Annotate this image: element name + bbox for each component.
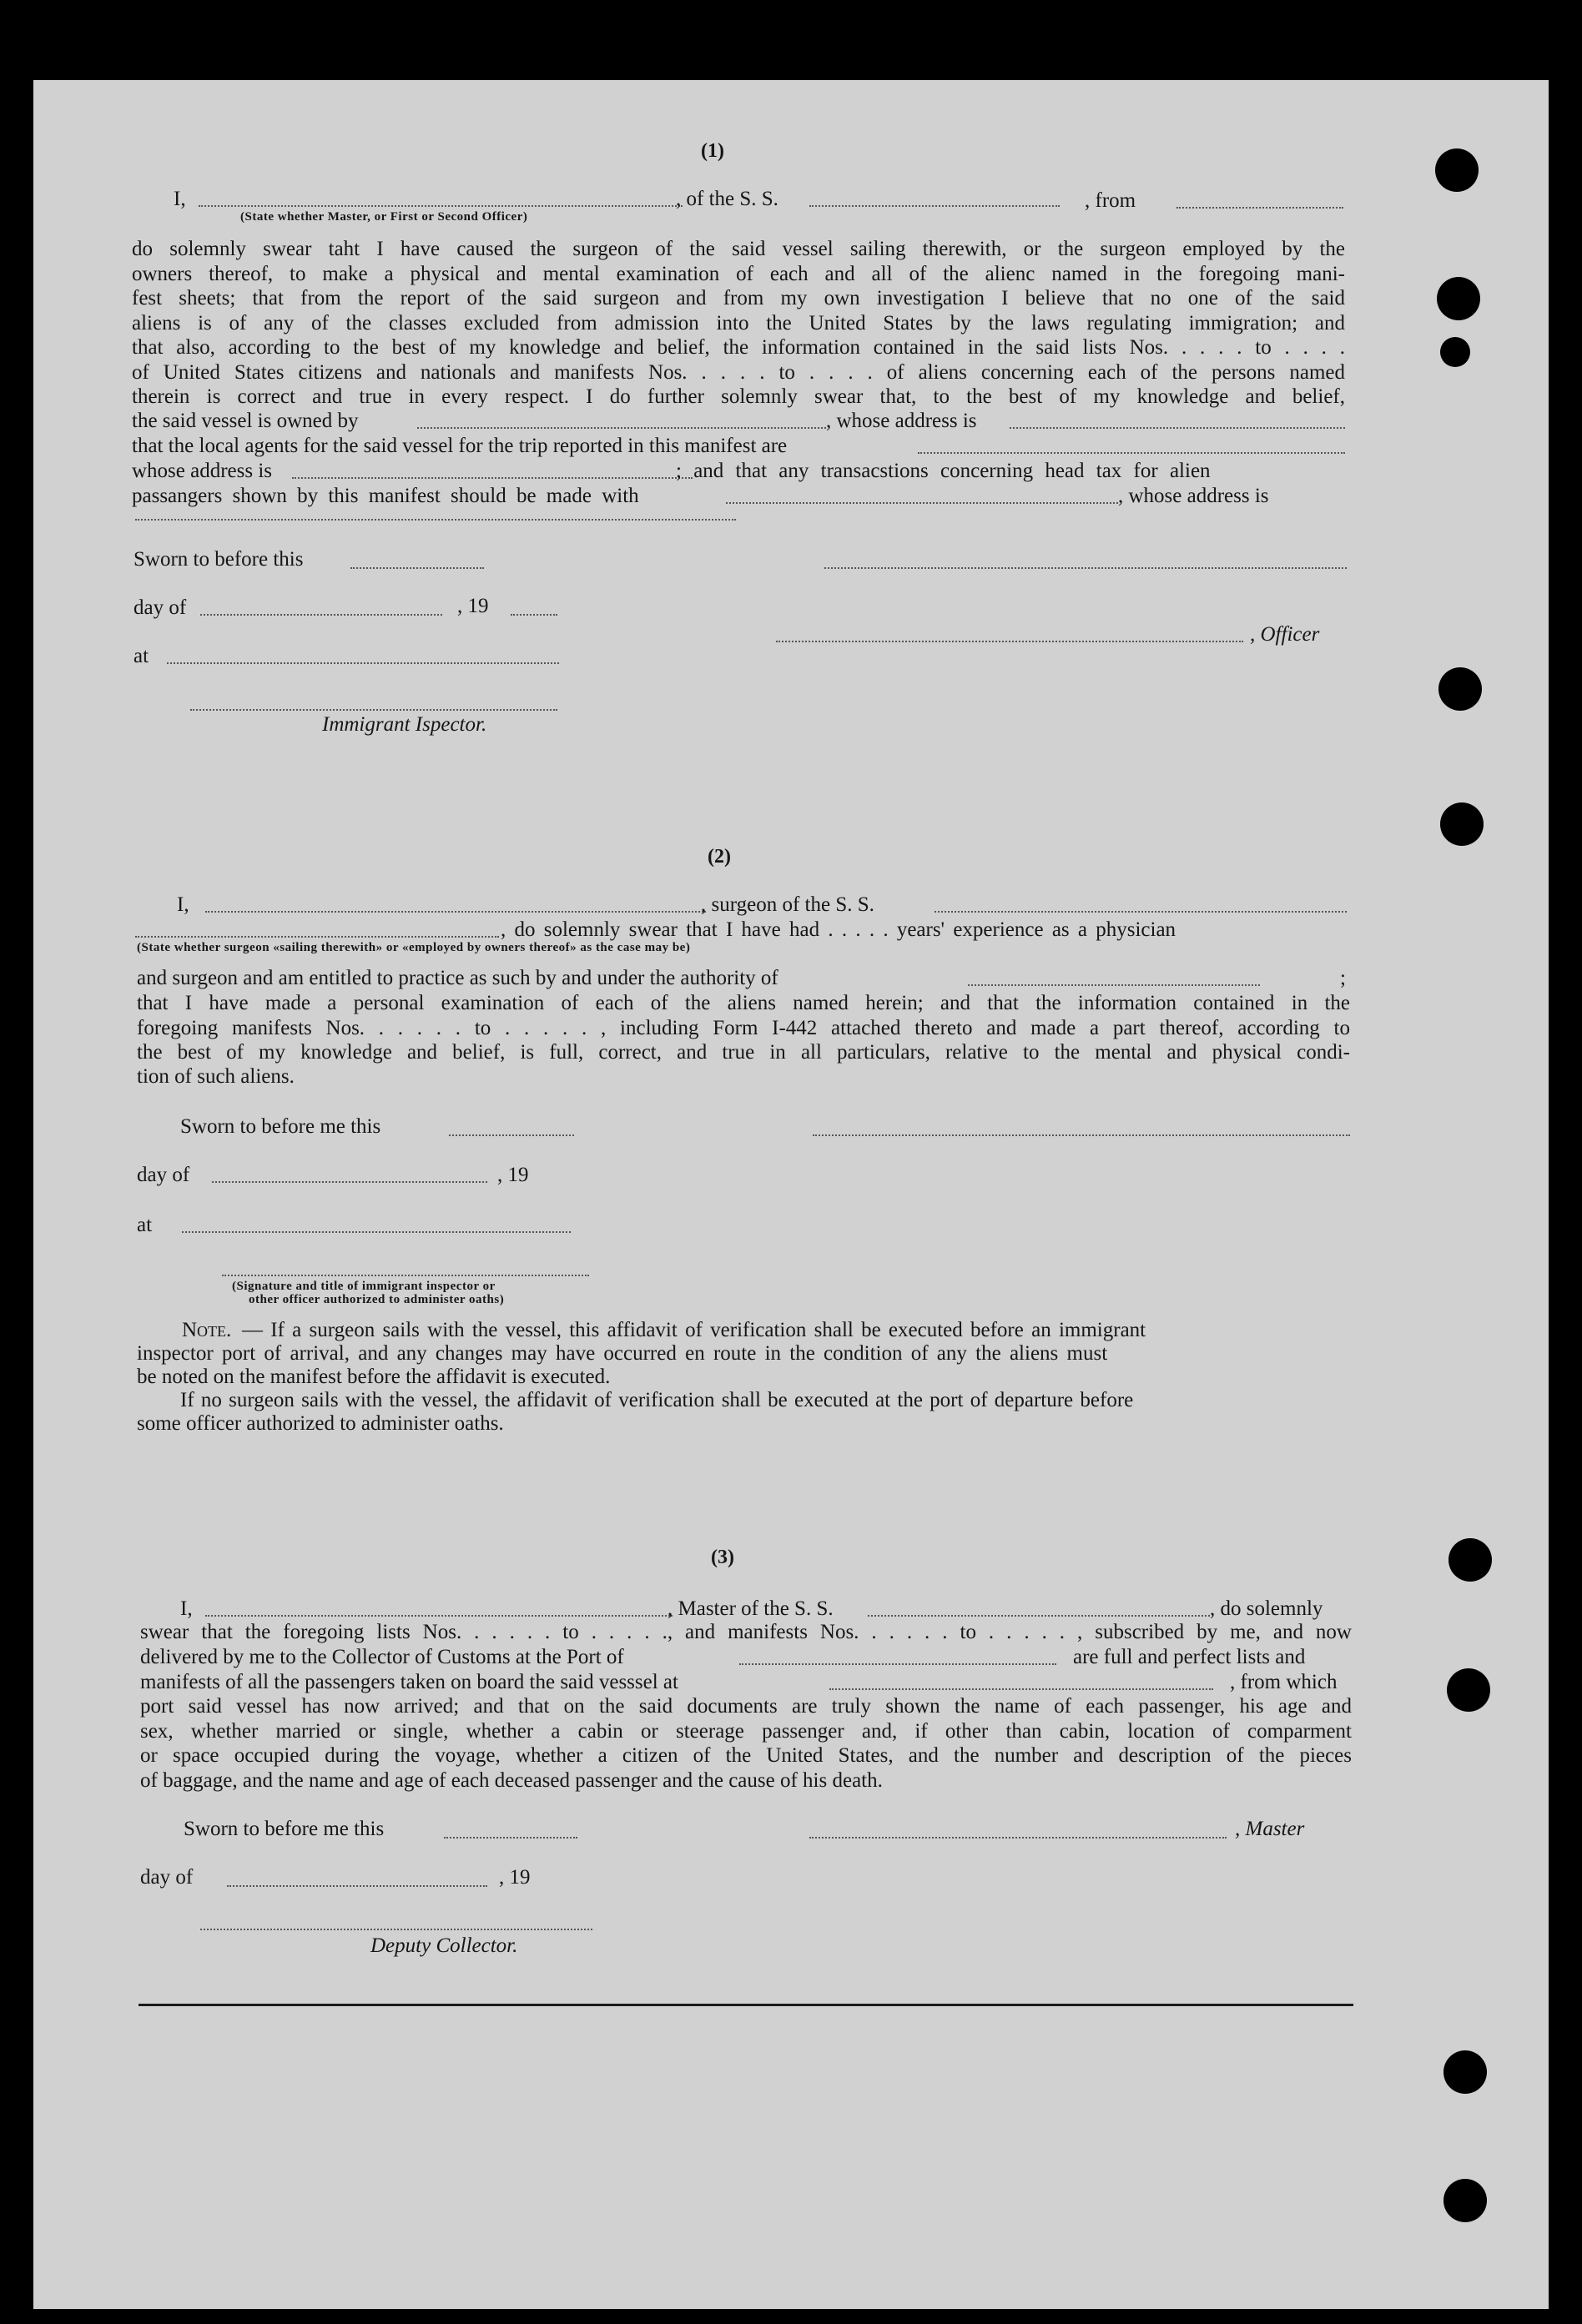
form-text: , from which [1230,1671,1338,1693]
form-text: , of the S. S. [676,188,778,210]
fill-line [449,1134,574,1136]
text-line: aliens is of any of the classes excluded from admission into the United States by the laws regulating immigration; and [132,311,1345,335]
fill-line [350,567,484,569]
text-line: that also, according to the best of my knowledge and belief, the information contained in the said lists Nos. . . . . to . . . . [132,336,1345,359]
oath-paragraph [132,237,1345,410]
fill-line [199,205,683,207]
form-text: delivered by me to the Collector of Customs at the Port of [140,1646,624,1668]
form-text: at [137,1214,153,1236]
form-text: passangers shown by this manifest should be made with [132,485,639,507]
note-text: be noted on the manifest before the affidavit is executed. [137,1366,611,1388]
note-text: If no surgeon sails with the vessel, the affidavit of verification shall be executed at the port of departure before [180,1389,1134,1411]
fill-line [511,614,557,616]
fill-line [824,567,1347,569]
fill-line [190,709,557,711]
fill-line [227,1885,487,1887]
field-hint: (Signature and title of immigrant inspector or [232,1280,496,1293]
punch-hole [1438,667,1482,711]
form-text: I, [174,188,186,210]
text-line: do solemnly swear taht I have caused the surgeon of the said vessel sailing therewith, or the surgeon employed by the [132,238,1345,260]
fill-line [726,502,1118,504]
signature-label: , Officer [1250,623,1320,646]
fill-line [968,984,1260,986]
note-label: Note. [182,1319,232,1341]
fill-line [200,1929,592,1930]
form-text: whose address is [132,460,273,482]
oath-paragraph [140,1694,1352,1768]
form-text: , from [1085,189,1136,212]
form-text: manifests of all the passengers taken on board the said vesssel at [140,1671,678,1693]
fill-line [444,1837,577,1839]
text-line: or space occupied during the voyage, whether a citizen of the United States, and the number and description of the pieces [140,1744,1352,1767]
fill-line [918,452,1345,454]
punch-hole [1435,148,1479,192]
form-text: , do solemnly swear that I have had . . . . . years' experience as a physician [501,918,1176,941]
signature-label: Deputy Collector. [370,1934,518,1957]
punch-hole [1447,1668,1490,1712]
text-line: the best of my knowledge and belief, is full, correct, and true in all particulars, relative to the mental and physical condi- [137,1041,1350,1064]
form-text: are full and perfect lists and [1073,1646,1306,1668]
fill-line [813,1134,1350,1136]
text-line: of United States citizens and nationals and manifests Nos. . . . . to . . . . of aliens concerning each of the persons named [132,360,1345,384]
fill-line [868,1615,1210,1617]
note-text: — If a surgeon sails with the vessel, this affidavit of verification shall be executed before an immigrant [242,1319,1146,1341]
form-text: Sworn to before me this [180,1115,381,1138]
bottom-rule [139,2004,1353,2006]
document-page [33,80,1549,2309]
text-line: foregoing manifests Nos. . . . . . to . . . . . , including Form I-442 attached thereto and made a part thereof, according to [137,1016,1350,1039]
section-number: (3) [711,1547,734,1568]
form-text: Sworn to before me this [184,1818,385,1840]
fill-line [200,614,442,616]
form-text: , 19 [457,595,489,617]
fill-line [1010,427,1345,429]
fill-line [212,1181,487,1183]
form-text: day of [140,1866,194,1889]
fill-line [182,1231,571,1233]
form-text: Sworn to before this [134,548,304,571]
text-line: therein is correct and true in every respect. I do further solemnly swear that, to the best of my knowledge and belief, [132,385,1345,408]
punch-hole [1443,2179,1487,2222]
fill-line [167,662,559,664]
field-hint: (State whether Master, or First or Second Officer) [240,210,528,224]
note-text: some officer authorized to administer oaths. [137,1412,504,1435]
text-line: port said vessel has now arrived; and that on the said documents are truly shown the name of each passenger, his age and [140,1695,1352,1718]
fill-line [829,1688,1213,1690]
form-text: , whose address is [826,410,977,432]
form-text: day of [134,596,187,619]
oath-paragraph [137,991,1350,1065]
fill-line [135,519,736,521]
form-text: of baggage, and the name and age of each deceased passenger and the cause of his death. [140,1769,883,1792]
fill-line [935,911,1347,913]
fill-line [292,477,693,479]
fill-line [739,1663,1056,1665]
form-text: , do solemnly [1210,1597,1323,1620]
text-line: fest sheets; that from the report of the said surgeon and from my own investigation I believe that no one of the said [132,287,1345,309]
fill-line [205,911,706,913]
fill-line [417,427,826,429]
fill-line [809,1837,1227,1839]
signature-label: , Master [1235,1818,1305,1840]
form-text: at [134,645,149,667]
form-text: , surgeon of the S. S. [701,893,874,916]
signature-label: Immigrant Ispector. [322,713,487,736]
note-text: inspector port of arrival, and any changes may have occurred en route in the condition of any the aliens must [137,1342,1108,1365]
fill-line [776,641,1243,642]
fill-line [1176,207,1343,209]
form-text: and surgeon and am entitled to practice as such by and under the authority of [137,967,778,989]
form-text: I, [177,893,189,916]
form-text: , 19 [499,1866,531,1889]
punch-hole [1448,1538,1492,1582]
form-text: ; and that any transacstions concerning head tax for alien [676,460,1211,482]
text-line: that I have made a personal examination of each of the aliens named herein; and that the information contained in the [137,992,1350,1014]
text-line: swear that the foregoing lists Nos. . . . . . to . . . . ., and manifests Nos. . . . . . to . . . . . , subscribed by me, and now [140,1621,1352,1643]
punch-hole [1443,2050,1487,2094]
punch-hole [1437,277,1480,320]
field-hint: other officer authorized to administer oaths) [249,1293,505,1306]
form-text: tion of such aliens. [137,1065,295,1088]
fill-line [205,1615,673,1617]
oath-paragraph [140,1620,1352,1645]
fill-line [809,205,1060,207]
text-line: sex, whether married or single, whether a cabin or steerage passenger and, if other than cabin, location of comparment [140,1719,1352,1743]
form-text: ; [1340,967,1346,989]
form-text: , 19 [497,1164,529,1186]
punch-hole [1440,337,1470,367]
form-text: day of [137,1164,190,1186]
field-hint: (State whether surgeon «sailing therewith» or «employed by owners thereof» as the case may be) [137,941,691,954]
form-text: I, [180,1597,193,1620]
form-text: that the local agents for the said vessel for the trip reported in this manifest are [132,435,788,457]
text-line: owners thereof, to make a physical and mental examination of each and all of the alienc named in the foregoing mani- [132,262,1345,285]
form-text: , Master of the S. S. [668,1597,834,1620]
punch-hole [1440,802,1484,846]
form-text: , whose address is [1118,485,1269,507]
fill-line [135,936,499,938]
section-number: (1) [701,140,724,162]
form-text: the said vessel is owned by [132,410,359,432]
section-number: (2) [708,846,731,868]
fill-line [222,1275,589,1276]
